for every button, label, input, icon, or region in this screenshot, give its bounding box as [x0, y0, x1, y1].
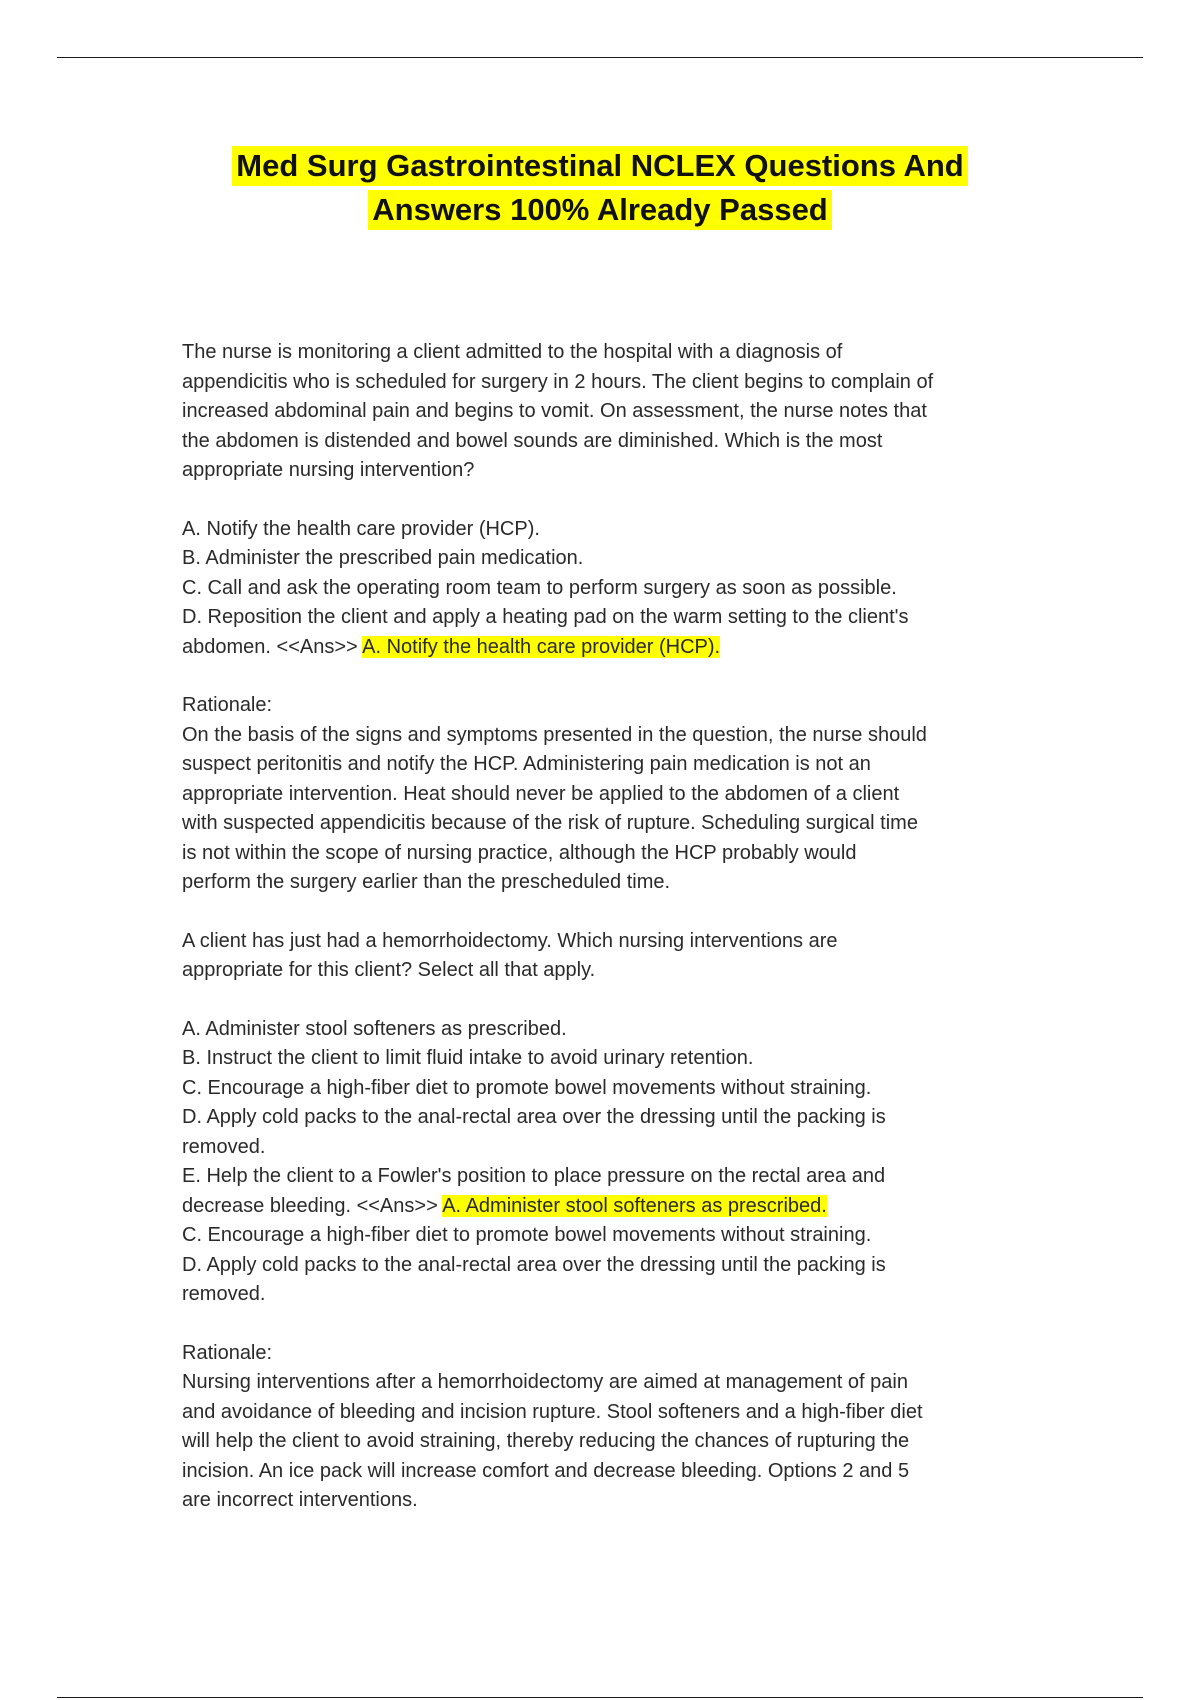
highlighted-answer: A. Notify the health care provider (HCP). [362, 635, 721, 658]
rationale-label: Rationale: [182, 694, 273, 716]
option-e: E. Help the client to a Fowler's position to place pressure on the rectal area and [182, 1165, 886, 1187]
rationale-line: On the basis of the signs and symptoms presented in the question, the nurse should [182, 723, 927, 746]
question-1-line: The nurse is monitoring a client admitted to the hospital with a diagnosis of [182, 341, 843, 363]
answer-extra-line: removed. [182, 1283, 266, 1305]
rationale-line: perform the surgery earlier than the prescheduled time. [182, 871, 671, 893]
answer-extra-line: C. Encourage a high-fiber diet to promote bowel movements without straining. [182, 1224, 872, 1246]
option-d-continued [182, 633, 1042, 663]
rationale-line: appropriate intervention. Heat should never be applied to the abdomen of a client [182, 782, 900, 805]
question-1-line: appendicitis who is scheduled for surgery in 2 hours. The client begins to complain of [182, 370, 934, 393]
question-1-line: appropriate nursing intervention? [182, 459, 475, 481]
rationale-line: Nursing interventions after a hemorrhoidectomy are aimed at management of pain [182, 1371, 908, 1393]
option-a: A. Administer stool softeners as prescribed. [182, 1017, 567, 1040]
highlighted-answer: A. Administer stool softeners as prescribed. [442, 1194, 827, 1217]
option-d-continued: removed. [182, 1135, 266, 1158]
title-line-1: Med Surg Gastrointestinal NCLEX Questions And [232, 146, 967, 186]
rationale-line: with suspected appendicitis because of the risk of rupture. Scheduling surgical time [182, 812, 918, 834]
question-1-line: the abdomen is distended and bowel sounds are diminished. Which is the most [182, 429, 883, 452]
rationale-line: incision. An ice pack will increase comfort and decrease bleeding. Options 2 and 5 [182, 1459, 910, 1482]
rationale-1 [182, 691, 1042, 898]
page-title [0, 146, 1200, 234]
option-c: C. Encourage a high-fiber diet to promote bowel movements without straining. [182, 1076, 872, 1099]
rationale-line: suspect peritonitis and notify the HCP. Administering pain medication is not an [182, 753, 871, 775]
question-2 [182, 927, 1042, 986]
answer-marker: decrease bleeding. <<Ans>> [182, 1194, 438, 1217]
answer-extra-line: D. Apply cold packs to the anal-rectal area over the dressing until the packing is [182, 1253, 886, 1276]
rationale-line: will help the client to avoid straining, thereby reducing the chances of rupturing the [182, 1430, 910, 1452]
option-b: B. Administer the prescribed pain medication. [182, 547, 584, 569]
question-1-line: increased abdominal pain and begins to vomit. On assessment, the nurse notes that [182, 400, 927, 422]
option-e-continued [182, 1192, 1042, 1222]
bottom-rule [57, 1697, 1143, 1698]
question-2-options [182, 1015, 1042, 1310]
document-body [182, 338, 1042, 1516]
option-d: D. Apply cold packs to the anal-rectal area over the dressing until the packing is [182, 1106, 886, 1128]
question-1-options [182, 515, 1042, 663]
option-d: D. Reposition the client and apply a heating pad on the warm setting to the client's [182, 606, 909, 628]
rationale-line: and avoidance of bleeding and incision rupture. Stool softeners and a high-fiber diet [182, 1400, 923, 1423]
answer-marker: abdomen. <<Ans>> [182, 635, 363, 658]
option-c: C. Call and ask the operating room team to perform surgery as soon as possible. [182, 576, 897, 599]
question-2-line: appropriate for this client? Select all that apply. [182, 959, 596, 981]
option-a: A. Notify the health care provider (HCP). [182, 517, 540, 540]
rationale-line: are incorrect interventions. [182, 1489, 418, 1511]
title-line-2: Answers 100% Already Passed [368, 190, 832, 230]
question-2-line: A client has just had a hemorrhoidectomy. Which nursing interventions are [182, 929, 838, 952]
rationale-line: is not within the scope of nursing practice, although the HCP probably would [182, 841, 857, 864]
question-1 [182, 338, 1042, 486]
rationale-label: Rationale: [182, 1341, 273, 1364]
top-rule [57, 57, 1143, 58]
option-b: B. Instruct the client to limit fluid intake to avoid urinary retention. [182, 1047, 754, 1069]
rationale-2 [182, 1339, 1042, 1516]
